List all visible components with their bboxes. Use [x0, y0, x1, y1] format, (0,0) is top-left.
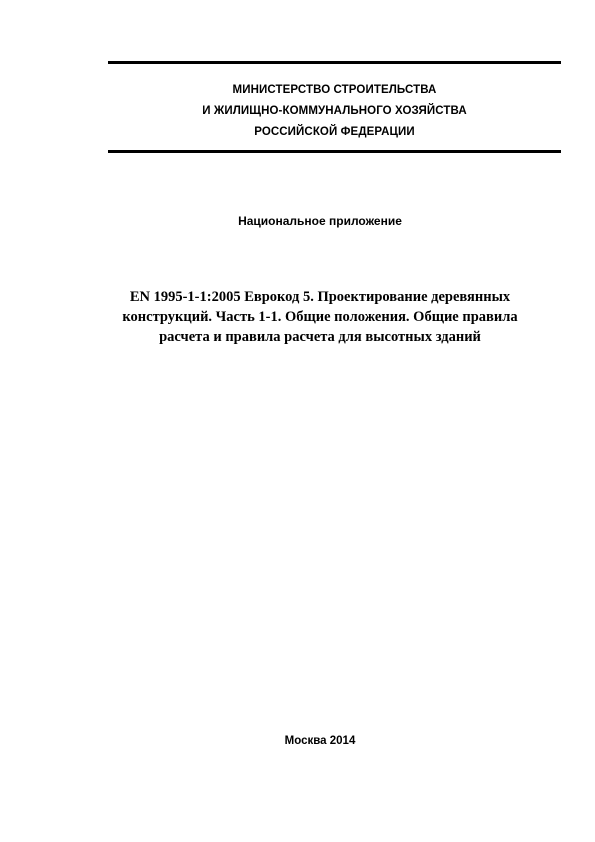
- header-bottom-rule: [108, 150, 561, 153]
- document-title: [95, 287, 545, 347]
- header-top-rule: [108, 61, 561, 64]
- ministry-line-3: РОССИЙСКОЙ ФЕДЕРАЦИИ: [254, 126, 415, 138]
- document-type: Национальное приложение: [238, 214, 402, 228]
- ministry-line-1: МИНИСТЕРСТВО СТРОИТЕЛЬСТВА: [232, 84, 437, 96]
- document-title-line-1: EN 1995-1-1:2005 Еврокод 5. Проектирование деревянных: [129, 289, 511, 305]
- place-and-year: Москва 2014: [284, 735, 356, 747]
- document-title-line-3: расчета и правила расчета для высотных зданий: [159, 329, 481, 345]
- ministry-line-2: И ЖИЛИЩНО-КОММУНАЛЬНОГО ХОЗЯЙСТВА: [202, 105, 467, 117]
- document-title-line-2: конструкций. Часть 1-1. Общие положения. Общие правила: [122, 309, 518, 325]
- ministry-name: [108, 80, 561, 143]
